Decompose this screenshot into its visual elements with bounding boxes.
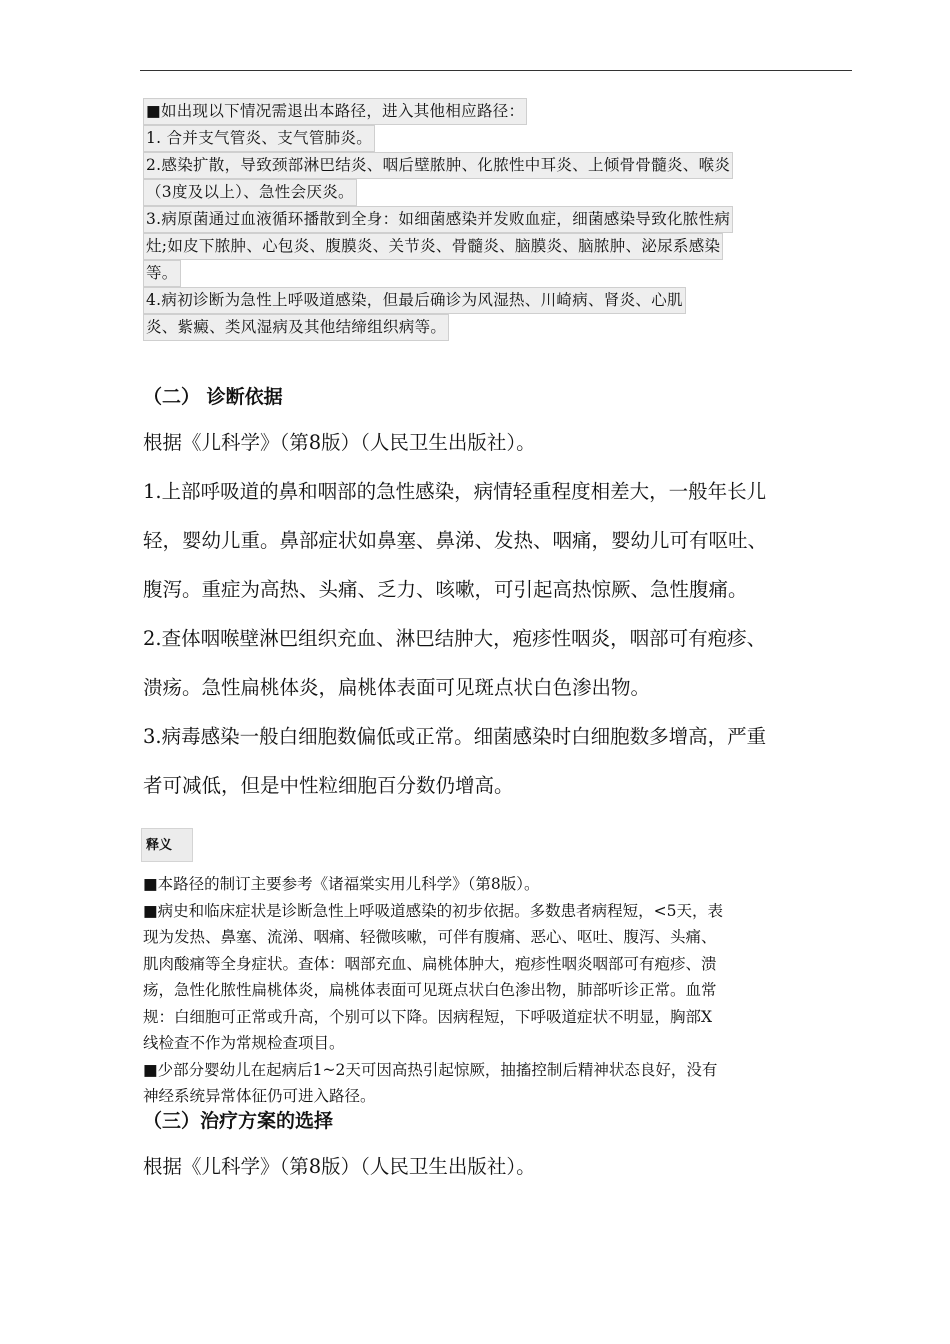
exit-criteria-line: 3.病原菌通过血液循环播散到全身：如细菌感染并发败血症，细菌感染导致化脓性病 (143, 206, 733, 233)
exit-criteria-line: 炎、紫癜、类风湿病及其他结缔组织病等。 (143, 314, 449, 341)
interpretation-line: ■少部分婴幼儿在起病后1~2天可因高热引起惊厥，抽搐控制后精神状态良好，没有 (143, 1060, 718, 1079)
exit-criteria-line: 4.病初诊断为急性上呼吸道感染，但最后确诊为风湿热、川崎病、肾炎、心肌 (143, 287, 686, 314)
diagnosis-line: 根据《儿科学》（第8版）（人民卫生出版社）。 (143, 431, 536, 454)
section-heading-treatment: （三）治疗方案的选择 (143, 1110, 334, 1132)
interpretation-label: 释义 (141, 828, 193, 862)
exit-criteria-line: 1. 合并支气管炎、支气管肺炎。 (143, 125, 375, 152)
interpretation-line: 规：白细胞可正常或升高，个别可以下降。因病程短，下呼吸道症状不明显，胸部X (143, 1007, 713, 1026)
diagnosis-line: 轻，婴幼儿重。鼻部症状如鼻塞、鼻涕、发热、咽痛，婴幼儿可有呕吐、 (143, 529, 768, 552)
diagnosis-line: 者可减低，但是中性粒细胞百分数仍增高。 (143, 774, 514, 797)
exit-criteria-line: 2.感染扩散，导致颈部淋巴结炎、咽后壁脓肿、化脓性中耳炎、上倾骨骨髓炎、喉炎 (143, 152, 733, 179)
treatment-line: 根据《儿科学》（第8版）（人民卫生出版社）。 (143, 1155, 536, 1178)
exit-criteria-line: 灶;如皮下脓肿、心包炎、腹膜炎、关节炎、骨髓炎、脑膜炎、脑脓肿、泌尿系感染 (143, 233, 723, 260)
header-rule (140, 70, 852, 71)
exit-criteria-line: 等。 (143, 260, 181, 287)
diagnosis-line: 溃疡。急性扁桃体炎，扁桃体表面可见斑点状白色渗出物。 (143, 676, 651, 699)
interpretation-line: 线检查不作为常规检查项目。 (143, 1034, 345, 1052)
section-heading-diagnosis: （二） 诊断依据 (143, 386, 283, 408)
treatment-body (143, 1142, 855, 1191)
diagnosis-body (143, 418, 855, 810)
interpretation-line: ■病史和临床症状是诊断急性上呼吸道感染的初步依据。多数患者病程短，<5天，表 (143, 901, 723, 920)
diagnosis-line: 3.病毒感染一般白细胞数偏低或正常。细菌感染时白细胞数多增高，严重 (143, 725, 767, 748)
exit-criteria-line: ■如出现以下情况需退出本路径，进入其他相应路径： (143, 98, 527, 125)
diagnosis-line: 1.上部呼吸道的鼻和咽部的急性感染，病情轻重程度相差大，一般年长儿 (143, 480, 767, 503)
diagnosis-line: 2.查体咽喉壁淋巴组织充血、淋巴结肿大，疱疹性咽炎，咽部可有疱疹、 (143, 627, 767, 650)
interpretation-line: 肌肉酸痛等全身症状。查体：咽部充血、扁桃体肿大，疱疹性咽炎咽部可有疱疹、溃 (143, 954, 717, 973)
exit-criteria-box (143, 98, 733, 341)
interpretation-line: ■本路径的制订主要参考《诸福棠实用儿科学》（第8版）。 (143, 875, 540, 893)
exit-criteria-line: （3度及以上）、急性会厌炎。 (143, 179, 357, 206)
interpretation-line: 疡，急性化脓性扁桃体炎，扁桃体表面可见斑点状白色渗出物，肺部听诊正常。血常 (143, 981, 717, 999)
interpretation-line: 神经系统异常体征仍可进入路径。 (143, 1087, 376, 1105)
interpretation-line: 现为发热、鼻塞、流涕、咽痛、轻微咳嗽，可伴有腹痛、恶心、呕吐、腹泻、头痛、 (143, 928, 717, 946)
diagnosis-line: 腹泻。重症为高热、头痛、乏力、咳嗽，可引起高热惊厥、急性腹痛。 (143, 578, 748, 601)
interpretation-notes (143, 871, 855, 1110)
